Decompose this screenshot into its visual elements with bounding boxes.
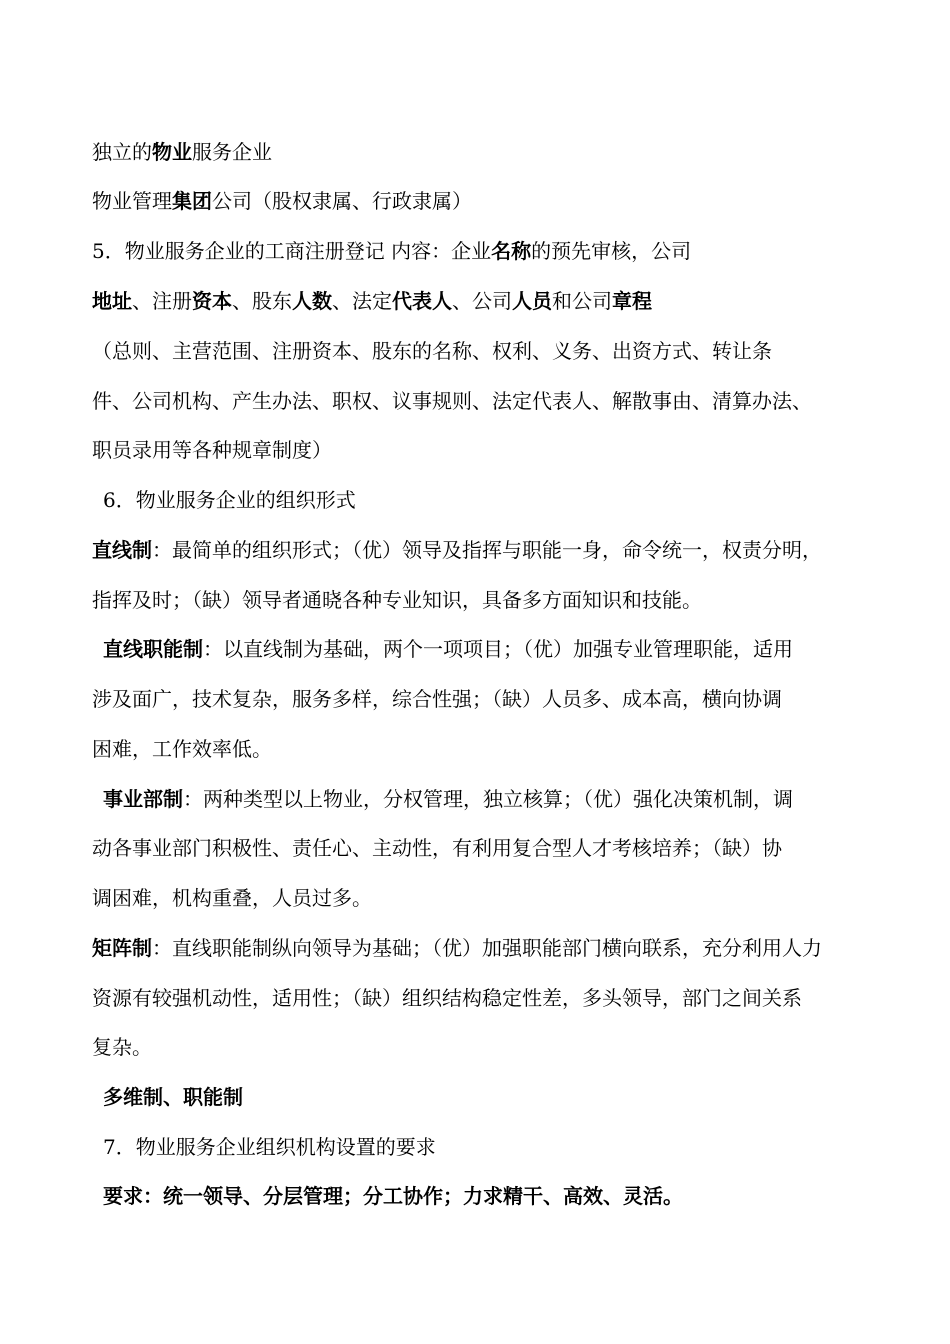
bold-text-run: 章程	[612, 289, 652, 313]
text-run: 服务企业	[192, 140, 272, 164]
bold-text-run: 事业部制	[103, 787, 183, 811]
text-line	[103, 1084, 903, 1110]
text-run: 6．物业服务企业的组织形式	[103, 488, 356, 512]
text-line	[92, 288, 892, 314]
text-run: 、股东	[232, 289, 292, 313]
text-run: 困难，工作效率低。	[92, 737, 272, 761]
text-run: 物业管理	[92, 189, 172, 213]
bold-text-run: 多维制、职能制	[103, 1085, 243, 1109]
text-line	[92, 736, 892, 762]
text-run: 指挥及时；（缺）领导者通晓各种专业知识，具备多方面知识和技能。	[92, 588, 702, 612]
text-line	[92, 1034, 892, 1060]
bold-text-run: 人员	[512, 289, 552, 313]
text-run: 、公司	[452, 289, 512, 313]
text-line	[92, 885, 892, 911]
text-line	[92, 537, 892, 563]
bold-text-run: 集团	[172, 189, 212, 213]
text-run: 复杂。	[92, 1035, 152, 1059]
bold-text-run: 地址	[92, 289, 132, 313]
text-run: 7．物业服务企业组织机构设置的要求	[103, 1135, 436, 1159]
text-line	[92, 238, 892, 264]
text-run: 独立的	[92, 140, 152, 164]
text-line	[92, 935, 892, 961]
text-run: ：最简单的组织形式；（优）领导及指挥与职能一身，命令统一，权责分明，	[152, 538, 822, 562]
bold-text-run: 名称	[491, 239, 532, 263]
text-run: 职员录用等各种规章制度）	[92, 438, 332, 462]
text-line	[92, 985, 892, 1011]
bold-text-run: 矩阵制	[92, 936, 152, 960]
text-run: 件、公司机构、产生办法、职权、议事规则、法定代表人、解散事由、清算办法、	[92, 389, 812, 413]
bold-text-run: 人数	[292, 289, 332, 313]
text-line	[92, 388, 892, 414]
text-run: 5．物业服务企业的工商注册登记 内容：企业	[92, 239, 492, 263]
text-run: 公司（股权隶属、行政隶属）	[212, 189, 472, 213]
text-line	[103, 1183, 903, 1209]
text-line	[92, 338, 892, 364]
section-heading	[103, 1134, 903, 1160]
text-line	[103, 636, 903, 662]
text-run: 资源有较强机动性，适用性；（缺）组织结构稳定性差，多头领导，部门之间关系	[92, 986, 802, 1010]
text-line	[92, 139, 892, 165]
section-heading	[103, 487, 903, 513]
text-run: 调困难，机构重叠，人员过多。	[92, 886, 372, 910]
text-run: ：以直线制为基础，两个一项项目；（优）加强专业管理职能，适用	[203, 637, 793, 661]
text-line	[92, 835, 892, 861]
bold-text-run: 直线制	[92, 538, 152, 562]
bold-text-run: 要求：统一领导、分层管理；分工协作；力求精干、高效、灵活。	[103, 1184, 683, 1208]
text-run: 涉及面广，技术复杂，服务多样，综合性强；（缺）人员多、成本高，横向协调	[92, 687, 782, 711]
text-run: 的预先审核，公司	[531, 239, 692, 263]
text-line	[92, 587, 892, 613]
text-line	[103, 786, 903, 812]
text-run: 、注册	[132, 289, 192, 313]
bold-text-run: 资本	[192, 289, 232, 313]
text-run: ：直线职能制纵向领导为基础；（优）加强职能部门横向联系，充分利用人力	[152, 936, 822, 960]
bold-text-run: 物业	[152, 140, 192, 164]
text-run: 动各事业部门积极性、责任心、主动性，有利用复合型人才考核培养；（缺）协	[92, 836, 782, 860]
text-run: 、法定	[332, 289, 392, 313]
text-line	[92, 686, 892, 712]
bold-text-run: 代表人	[392, 289, 452, 313]
text-line	[92, 437, 892, 463]
text-line	[92, 188, 892, 214]
text-run: 和公司	[552, 289, 612, 313]
text-run: （总则、主营范围、注册资本、股东的名称、权利、义务、出资方式、转让条	[92, 339, 772, 363]
bold-text-run: 直线职能制	[103, 637, 203, 661]
text-run: ：两种类型以上物业，分权管理，独立核算；（优）强化决策机制，调	[183, 787, 793, 811]
